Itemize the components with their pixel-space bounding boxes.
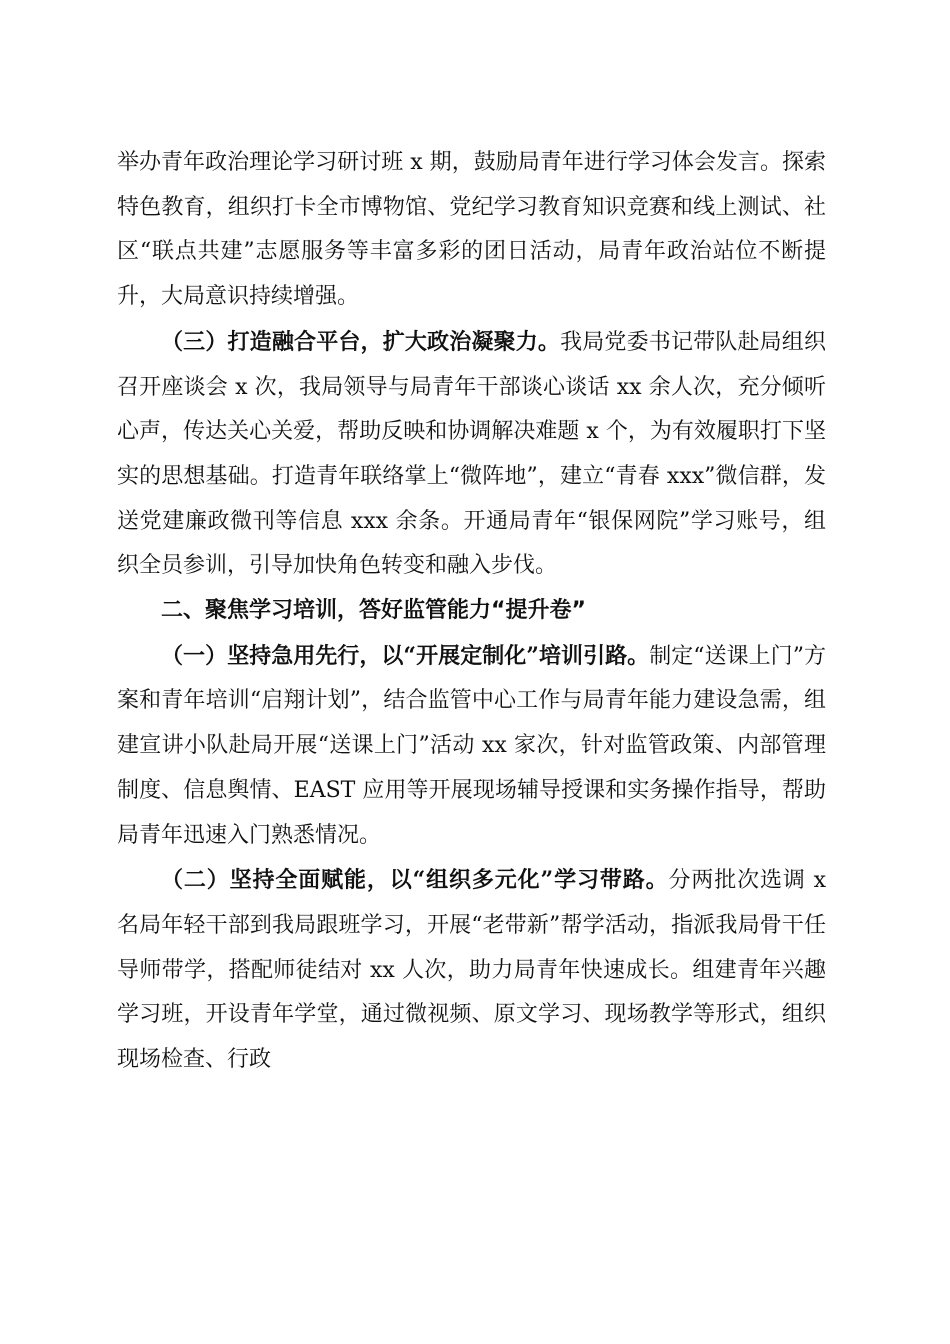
paragraph-section-three — [117, 320, 826, 589]
document-body — [117, 141, 826, 1083]
sub-two-lead: （二）坚持全面赋能，以“组织多元化”学习带路。 — [161, 867, 669, 894]
paragraph-continued — [117, 141, 826, 320]
paragraph-text: 举办青年政治理论学习研讨班 x 期，鼓励局青年进行学习体会发言。探索特色教育，组织打卡全市博物馆、党纪学习教育知识竞赛和线上测试、社区“联点共建”志愿服务等丰富多彩的团日活动，局青年政治站位不断提升，大局意识持续增强。 — [117, 150, 826, 310]
heading-two: 二、聚焦学习培训，答好监管能力“提升卷” — [161, 598, 586, 624]
sub-one-lead: （一）坚持急用先行，以“开展定制化”培训引路。 — [161, 642, 650, 669]
section-three-body: 我局党委书记带队赴局组织召开座谈会 x 次，我局领导与局青年干部谈心谈话 xx 余人次，充分倾听心声，传达关心关爱，帮助反映和协调解决难题 x 个，为有效履职打下坚实的思想基础。打造青年联络掌上“微阵地”，建立“青春 xxx”微信群，发送党建廉政微刊等信息 xxx 余条。开通局青年“银保网院”学习账号，组织全员参训，引导加快角色转变和融入步伐。 — [117, 329, 826, 579]
sub-one-body: 制定“送课上门”方案和青年培训“启翔计划”，结合监管中心工作与局青年能力建设急需，组建宣讲小队赴局开展“送课上门”活动 xx 家次，针对监管政策、内部管理制度、信息舆情、EAST 应用等开展现场辅导授课和实务操作指导，帮助局青年迅速入门熟悉情况。 — [117, 643, 827, 848]
paragraph-sub-one — [117, 634, 826, 859]
section-three-lead: （三）打造融合平台，扩大政治凝聚力。 — [161, 328, 561, 355]
paragraph-sub-two — [117, 858, 826, 1083]
sub-two-body: 分两批次选调 x 名局年轻干部到我局跟班学习，开展“老带新”帮学活动，指派我局骨干任导师带学，搭配师徒结对 xx 人次，助力局青年快速成长。组建青年兴趣学习班，开设青年学堂，通过微视频、原文学习、现场教学等形式，组织现场检查、行政 — [117, 868, 827, 1073]
